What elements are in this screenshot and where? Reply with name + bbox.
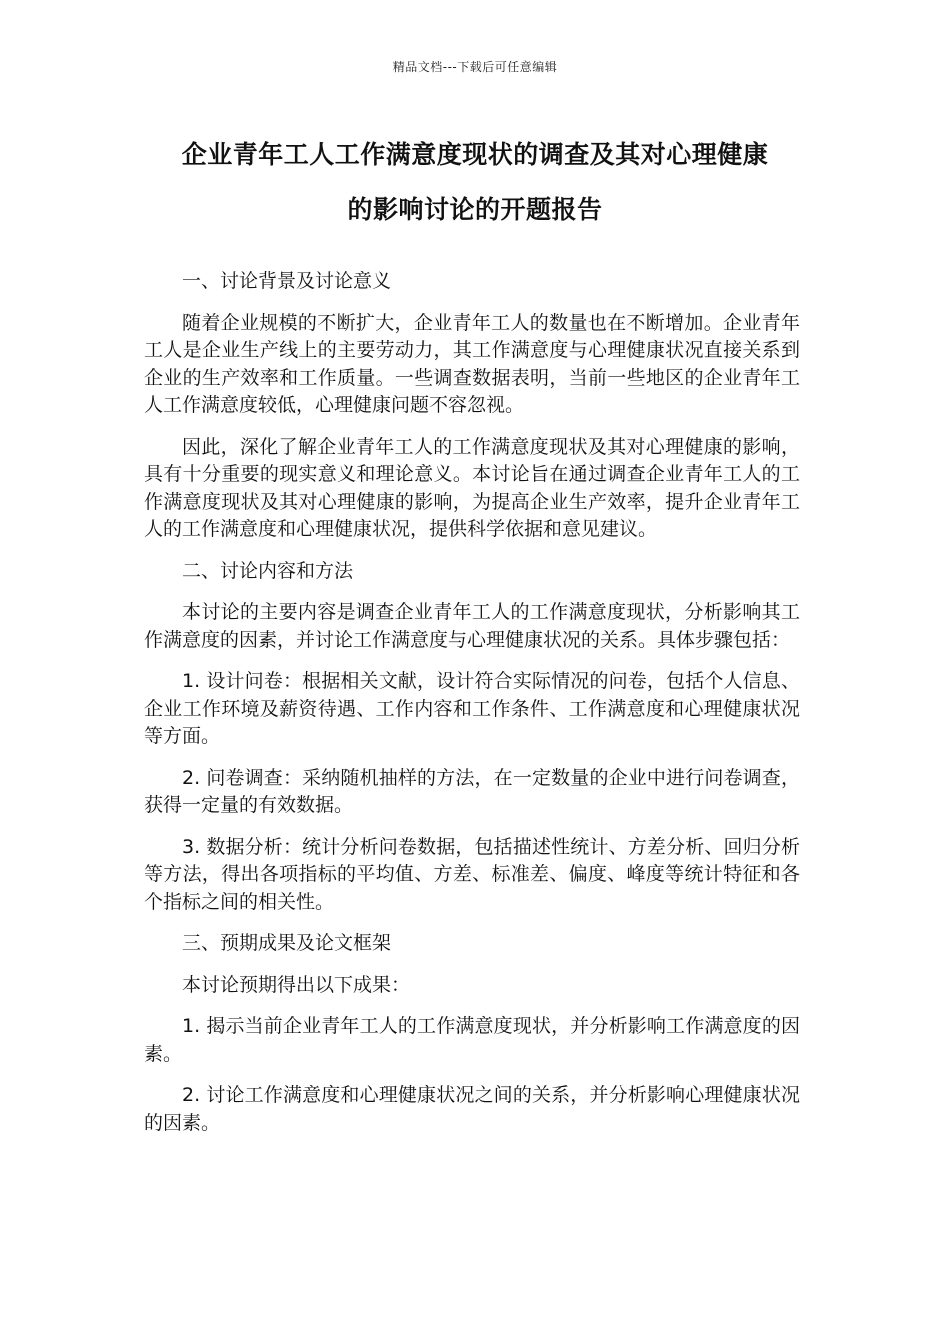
header-note: 精品文档---下载后可任意编辑	[392, 60, 558, 74]
section-1-heading: 一、讨论背景及讨论意义	[182, 270, 392, 292]
section-3-heading: 三、预期成果及论文框架	[182, 932, 392, 954]
section-2-list-item-1: 1. 设计问卷：根据相关文献，设计符合实际情况的问卷，包括个人信息、企业工作环境及薪资待遇、工作内容和工作条件、工作满意度和心理健康状况等方面。	[144, 670, 800, 747]
section-3-paragraph-1: 本讨论预期得出以下成果：	[182, 973, 411, 996]
section-3-list-item-1: 1. 揭示当前企业青年工人的工作满意度现状，并分析影响工作满意度的因素。	[144, 1015, 800, 1065]
section-1-paragraph-1: 随着企业规模的不断扩大，企业青年工人的数量也在不断增加。企业青年工人是企业生产线上的主要劳动力，其工作满意度与心理健康状况直接关系到企业的生产效率和工作质量。一些调查数据表明，当前一些地区的企业青年工人工作满意度较低，心理健康问题不容忽视。	[144, 311, 800, 416]
section-1-paragraph-2: 因此，深化了解企业青年工人的工作满意度现状及其对心理健康的影响，具有十分重要的现实意义和理论意义。本讨论旨在通过调查企业青年工人的工作满意度现状及其对心理健康的影响，为提高企业生产效率，提升企业青年工人的工作满意度和心理健康状况，提供科学依据和意见建议。	[144, 435, 800, 540]
section-2-heading: 二、讨论内容和方法	[182, 559, 354, 582]
section-2-list-item-2: 2. 问卷调查：采纳随机抽样的方法，在一定数量的企业中进行问卷调查，获得一定量的有效数据。	[144, 766, 800, 816]
document-title-line-2: 的影响讨论的开题报告	[347, 195, 603, 224]
section-3-list-item-2: 2. 讨论工作满意度和心理健康状况之间的关系，并分析影响心理健康状况的因素。	[144, 1084, 800, 1134]
section-2-paragraph-1: 本讨论的主要内容是调查企业青年工人的工作满意度现状，分析影响其工作满意度的因素，并讨论工作满意度与心理健康状况的关系。具体步骤包括：	[144, 601, 800, 651]
section-2-list-item-3: 3. 数据分析：统计分析问卷数据，包括描述性统计、方差分析、回归分析等方法，得出各项指标的平均值、方差、标准差、偏度、峰度等统计特征和各个指标之间的相关性。	[144, 835, 800, 913]
document-body	[144, 268, 800, 1151]
document-title-line-1: 企业青年工人工作满意度现状的调查及其对心理健康	[181, 140, 769, 169]
